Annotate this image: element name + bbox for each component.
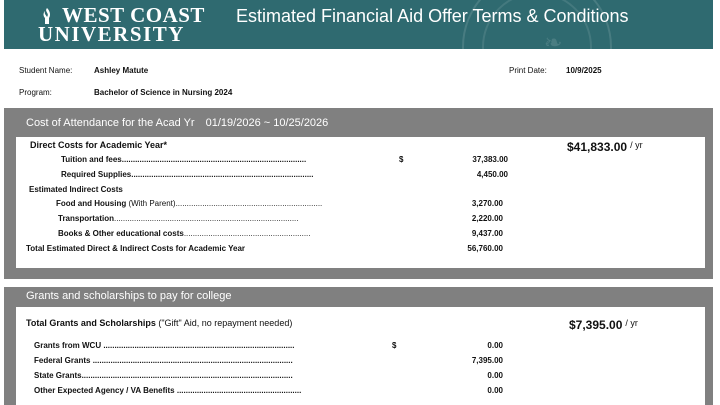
per-year-label: / yr — [630, 140, 643, 150]
grant-amount-state: 0.00 — [487, 371, 503, 380]
cost-item-books — [58, 229, 311, 238]
student-name-value: Ashley Matute — [94, 66, 149, 75]
total-grants-label: Total Grants and Scholarships — [26, 318, 156, 328]
transportation-dots: ................................................................................... — [114, 214, 299, 223]
indirect-costs-heading: Estimated Indirect Costs — [29, 185, 123, 194]
cost-amount-books: 9,437.00 — [471, 229, 503, 238]
cost-section-heading — [26, 117, 328, 129]
cost-item-supplies: Required Supplies.................................................................................. — [61, 170, 314, 179]
grant-amount-federal: 7,395.00 — [471, 356, 503, 365]
transportation-label: Transportation — [58, 214, 115, 223]
student-name-label: Student Name: — [19, 66, 73, 75]
total-grants-note: ("Gift" Aid, no repayment needed) — [155, 318, 293, 328]
total-costs-label: Total Estimated Direct & Indirect Costs for Academic Year — [26, 244, 246, 253]
print-date-value: 10/9/2025 — [566, 66, 602, 75]
total-grants-display — [569, 318, 638, 332]
grant-item-state: State Grants............................................................................................... — [34, 371, 293, 380]
dollar-sign: $ — [399, 155, 404, 164]
cost-item-transportation — [58, 214, 299, 223]
page-title: Estimated Financial Aid Offer Terms & Conditions — [236, 6, 629, 26]
cost-heading-text: Cost of Attendance for the Acad Yr — [26, 117, 195, 129]
cost-amount-supplies: 4,450.00 — [476, 170, 508, 179]
grants-section — [4, 287, 713, 405]
cost-amount-transportation: 2,220.00 — [471, 214, 503, 223]
total-grants-amount: $7,395.00 — [569, 318, 623, 332]
page-header — [4, 0, 713, 49]
cost-amount-food-housing: 3,270.00 — [471, 199, 503, 208]
cost-item-food-housing — [56, 199, 322, 208]
grants-section-body — [16, 307, 705, 405]
books-label: Books & Other educational costs — [58, 229, 184, 238]
total-grants-row — [26, 318, 292, 328]
grants-dollar-sign: $ — [392, 341, 397, 350]
food-housing-label: Food and Housing — [56, 199, 127, 208]
total-cost-display — [567, 140, 643, 154]
program-label: Program: — [19, 88, 52, 97]
grant-amount-other-agency: 0.00 — [487, 386, 503, 395]
logo-line-2: UNIVERSITY — [38, 22, 185, 46]
print-date-label: Print Date: — [509, 66, 547, 75]
cost-amount-tuition: 37,383.00 — [472, 155, 508, 164]
cost-item-tuition: Tuition and fees................................................................................... — [61, 155, 307, 164]
grant-item-other-agency: Other Expected Agency / VA Benefits ........................................................ — [34, 386, 302, 395]
total-costs-amount: 56,760.00 — [467, 244, 503, 253]
food-housing-note: (With Parent).................................................................. — [126, 199, 323, 208]
seal-laurel-icon: ❧ — [544, 30, 563, 49]
grants-per-year-label: / yr — [625, 318, 638, 328]
cost-of-attendance-section — [4, 108, 713, 279]
direct-costs-heading: Direct Costs for Academic Year* — [30, 140, 168, 150]
cost-section-body — [16, 137, 705, 268]
grant-item-wcu: Grants from WCU ...................................................................................... — [34, 341, 295, 350]
program-value: Bachelor of Science in Nursing 2024 — [94, 88, 233, 97]
academic-year-dates: 01/19/2026 ~ 10/25/2026 — [205, 117, 329, 129]
grant-item-federal: Federal Grants .......................................................................................... — [34, 356, 293, 365]
grants-section-heading: Grants and scholarships to pay for college — [26, 290, 232, 302]
books-dots: ......................................................... — [183, 229, 311, 238]
logo-line-1: WEST COAST — [62, 3, 205, 27]
total-cost-amount: $41,833.00 — [567, 140, 628, 154]
grant-amount-wcu: 0.00 — [487, 341, 503, 350]
